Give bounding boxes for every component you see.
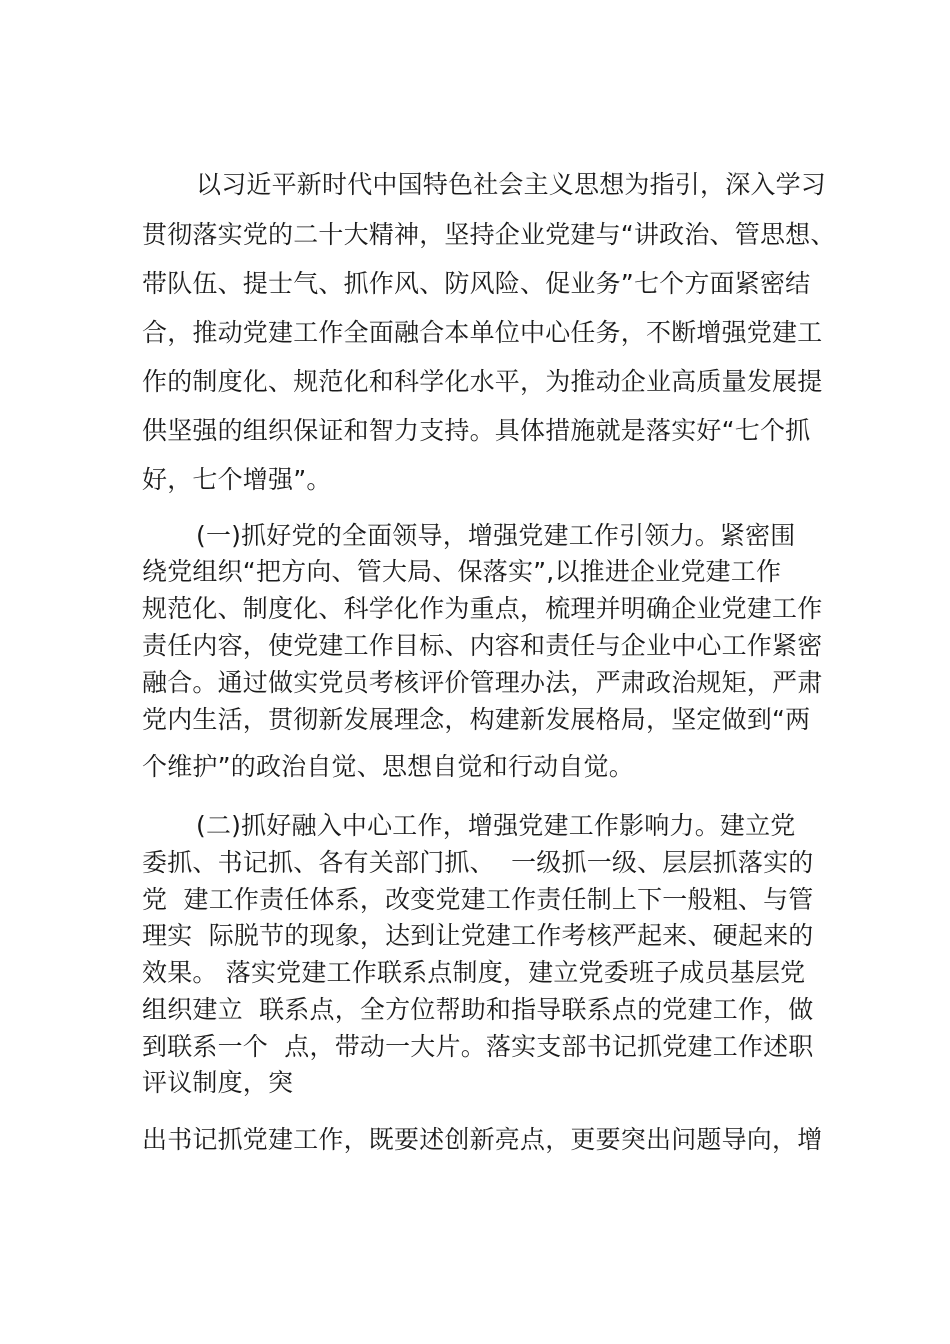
paragraph-1-line-2: 贯彻落实党的二十大精神，坚持企业党建与“讲政治、管思想、 [142,220,836,249]
paragraph-3-line-2: 委抓、书记抓、各有关部门抓、 一级抓一级、层层抓落实的 [142,848,814,877]
paragraph-1-line-3: 带队伍、提士气、抓作风、防风险、促业务”七个方面紧密结 [142,269,811,298]
paragraph-1-line-4: 合，推动党建工作全面融合本单位中心任务，不断增强党建工 [142,318,823,347]
paragraph-3-line-8: 评议制度，突 [142,1068,294,1097]
paragraph-2-line-2: 绕党组织“把方向、管大局、保落实”,以推进企业党建工作 [142,557,782,586]
paragraph-3-line-6: 组织建立 联系点，全方位帮助和指导联系点的党建工作，做 [142,995,814,1024]
paragraph-2-line-3: 规范化、制度化、科学化作为重点，梳理并明确企业党建工作 [142,594,823,623]
paragraph-1-line-7: 好，七个增强”。 [142,465,332,494]
paragraph-3-line-7: 到联系一个 点，带动一大片。落实支部书记抓党建工作述职 [142,1032,814,1061]
paragraph-2-line-1: (一)抓好党的全面领导，增强党建工作引领力。紧密围 [196,521,796,550]
paragraph-2-line-5: 融合。通过做实党员考核评价管理办法，严肃政治规矩，严肃 [142,668,823,697]
paragraph-3-line-5: 效果。 落实党建工作联系点制度，建立党委班子成员基层党 [142,958,806,987]
paragraph-3-line-4: 理实 际脱节的现象，达到让党建工作考核严起来、硬起来的 [142,921,814,950]
paragraph-3-line-1: (二)抓好融入中心工作，增强党建工作影响力。建立党 [196,811,796,840]
paragraph-1-line-6: 供坚强的组织保证和智力支持。具体措施就是落实好“七个抓 [142,416,811,445]
paragraph-2-line-6: 党内生活，贯彻新发展理念，构建新发展格局，坚定做到“两 [142,705,811,734]
paragraph-2-line-7: 个维护”的政治自觉、思想自觉和行动自觉。 [142,752,634,781]
paragraph-3-line-9: 出书记抓党建工作，既要述创新亮点，更要突出问题导向，增 [142,1125,823,1154]
paragraph-1-line-5: 作的制度化、规范化和科学化水平，为推动企业高质量发展提 [142,367,823,396]
paragraph-3-line-3: 党 建工作责任体系，改变党建工作责任制上下一般粗、与管 [142,885,814,914]
paragraph-2-line-4: 责任内容，使党建工作目标、内容和责任与企业中心工作紧密 [142,631,823,660]
paragraph-1-line-1: 以习近平新时代中国特色社会主义思想为指引，深入学习 [196,170,827,199]
